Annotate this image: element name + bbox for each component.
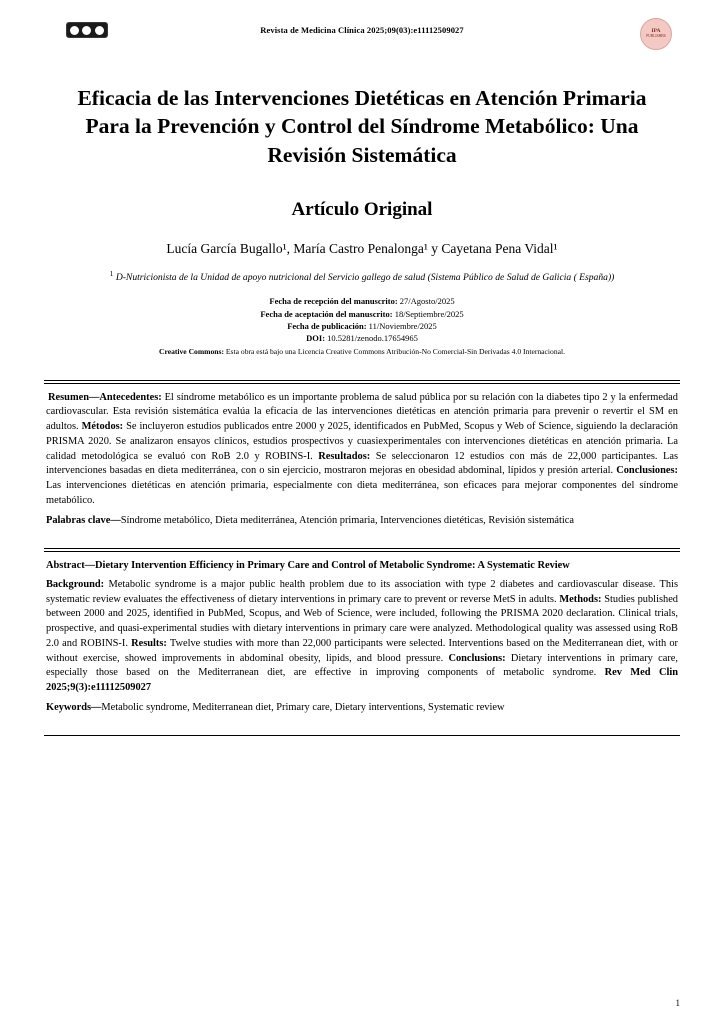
abstract-background-text: Metabolic syndrome is a major public health problem due to its association with type 2 diabetes and cardiovascular disease. This systematic review evaluates the effectiveness of dietary interventions in primary care to prevent or reverse MetS in adults. <box>46 578 678 605</box>
abstract-citation: Rev Med Clin 2025;9(3):e11112509027 <box>46 667 678 694</box>
resumen-conclusiones-text: Las intervenciones dietéticas en atención primaria, especialmente con dieta mediterránea, son eficaces para mejorar componentes del síndrome metabólico. <box>46 480 678 506</box>
published-date-label: Fecha de publicación: <box>287 320 367 331</box>
abstract-conclusions-label: Conclusions: <box>448 652 506 664</box>
keywords <box>44 700 680 715</box>
divider-top <box>44 380 680 381</box>
divider-bottom <box>44 735 680 736</box>
seal-bottom-text: PUBLISHER <box>646 34 666 39</box>
doi-line[interactable] <box>44 332 680 344</box>
abstract-conclusions-text: Dietary interventions in primary care, especially those based on the Mediterranean diet, are effective in improving components of metabolic syndrome. <box>46 652 678 679</box>
divider-mid <box>44 548 680 549</box>
received-date-value: 27/Agosto/2025 <box>399 296 455 307</box>
page-title: Eficacia de las Intervenciones Dietéticas en Atención Primaria Para la Prevención y Control del Síndrome Metabólico: Una Revisión Sistemática <box>77 86 647 167</box>
resumen-metodos-text: Se incluyeron estudios publicados entre 2000 y 2025, identificados en PubMed, Scopus y Web of Science, siguiendo la declaración PRISMA 2020. Se analizaron ensayos clínicos, estudios prospectivos y cuasiexperimentales con intervenciones dietéticas en atención primaria. La calidad metodológica se evaluó con RoB 2.0 y ROBINS-I. <box>46 421 678 462</box>
license-label: Creative Commons: <box>158 346 225 356</box>
resumen-resultados-text: Se seleccionaron 12 estudios con más de 22,000 participantes. Las intervenciones basadas en dieta mediterránea, con o sin ejercicio, mostraron mejoras en obesidad abdominal, lípidos y presión arterial. <box>46 450 678 477</box>
affiliation-text: D-Nutricionista de la Unidad de apoyo nutricional del Servicio gallego de salud (Sistema Público de Salud de Galicia ( España)) <box>115 272 615 284</box>
publication-dates <box>44 295 680 344</box>
page-header <box>44 20 680 54</box>
doi-label: DOI: <box>306 333 326 344</box>
resumen-conclusiones-label: Conclusiones: <box>616 465 678 477</box>
keywords-text: Metabolic syndrome, Mediterranean diet, Primary care, Dietary interventions, Systematic review <box>101 701 505 713</box>
affiliation-marker: 1 <box>109 269 114 279</box>
article-type: Artículo Original <box>291 199 433 221</box>
palabras-clave-text: Síndrome metabólico, Dieta mediterránea, Atención primaria, Intervenciones dietéticas, Revisión sistemática <box>120 514 575 526</box>
publisher-seal-icon <box>640 18 672 50</box>
resumen-section <box>44 391 680 509</box>
published-date-line <box>44 320 680 332</box>
received-date-label: Fecha de recepción del manuscrito: <box>269 296 398 307</box>
author-affiliation <box>44 269 680 283</box>
accepted-date-line <box>44 308 680 320</box>
divider-top-2 <box>44 383 680 384</box>
abstract-methods-label: Methods: <box>559 593 602 605</box>
palabras-clave-label: Palabras clave— <box>46 514 121 526</box>
keywords-label: Keywords— <box>46 701 102 713</box>
abstract-section <box>44 578 680 696</box>
palabras-clave <box>44 513 680 528</box>
published-date-value: 11/Noviembre/2025 <box>368 320 437 331</box>
author-list: Lucía García Bugallo¹, María Castro Penalonga¹ y Cayetana Pena Vidal¹ <box>166 241 558 257</box>
abstract-results-text: Twelve studies with more than 22,000 participants were selected. Interventions based on the Mediterranean diet, with or without exercise, showed improvements in abdominal obesity, lipids, and blood pressure. <box>46 637 678 664</box>
abstract-background-label: Background: <box>46 578 105 590</box>
page-number: 1 <box>675 998 680 1008</box>
resumen-resultados-label: Resultados: <box>318 450 371 462</box>
divider-mid-2 <box>44 551 680 552</box>
resumen-heading: Resumen—Antecedentes: <box>48 391 162 403</box>
abstract-results-label: Results: <box>131 637 167 649</box>
received-date-line <box>44 295 680 307</box>
resumen-metodos-label: Métodos: <box>81 421 124 433</box>
abstract-methods-text: Studies published between 2000 and 2025, identified in PubMed, Scopus, and Web of Science, were included, following the PRISMA 2020 declaration. Clinical trials, prospective, and quasi-experimental studies with dietary interventions in primary care were analyzed. Methodological quality was assessed using RoB 2.0 and ROBINS-I. <box>46 593 678 649</box>
license-text: Esta obra está bajo una Licencia Creative Commons Atribución-No Comercial-Sin Derivadas 4.0 Internacional. <box>225 346 566 356</box>
resumen-background-text: El síndrome metabólico es un importante problema de salud pública por su relación con la diabetes tipo 2 y la enfermedad cardiovascular. Esta revisión sistemática evalúa la eficacia de las intervenciones dietéticas en atención primaria para prevenir o revertir el SM en adultos. <box>46 391 678 433</box>
license-line <box>44 347 680 356</box>
doi-value[interactable]: 10.5281/zenodo.17654965 <box>327 333 418 344</box>
accepted-date-value: 18/Septiembre/2025 <box>394 308 464 319</box>
seal-top-text: IPA <box>651 27 661 34</box>
journal-reference: Revista de Medicina Clínica 2025;09(03):e11112509027 <box>260 25 464 35</box>
abstract-title: Abstract—Dietary Intervention Efficiency in Primary Care and Control of Metabolic Syndrome: A Systematic Review <box>46 559 570 571</box>
accepted-date-label: Fecha de aceptación del manuscrito: <box>260 308 393 319</box>
